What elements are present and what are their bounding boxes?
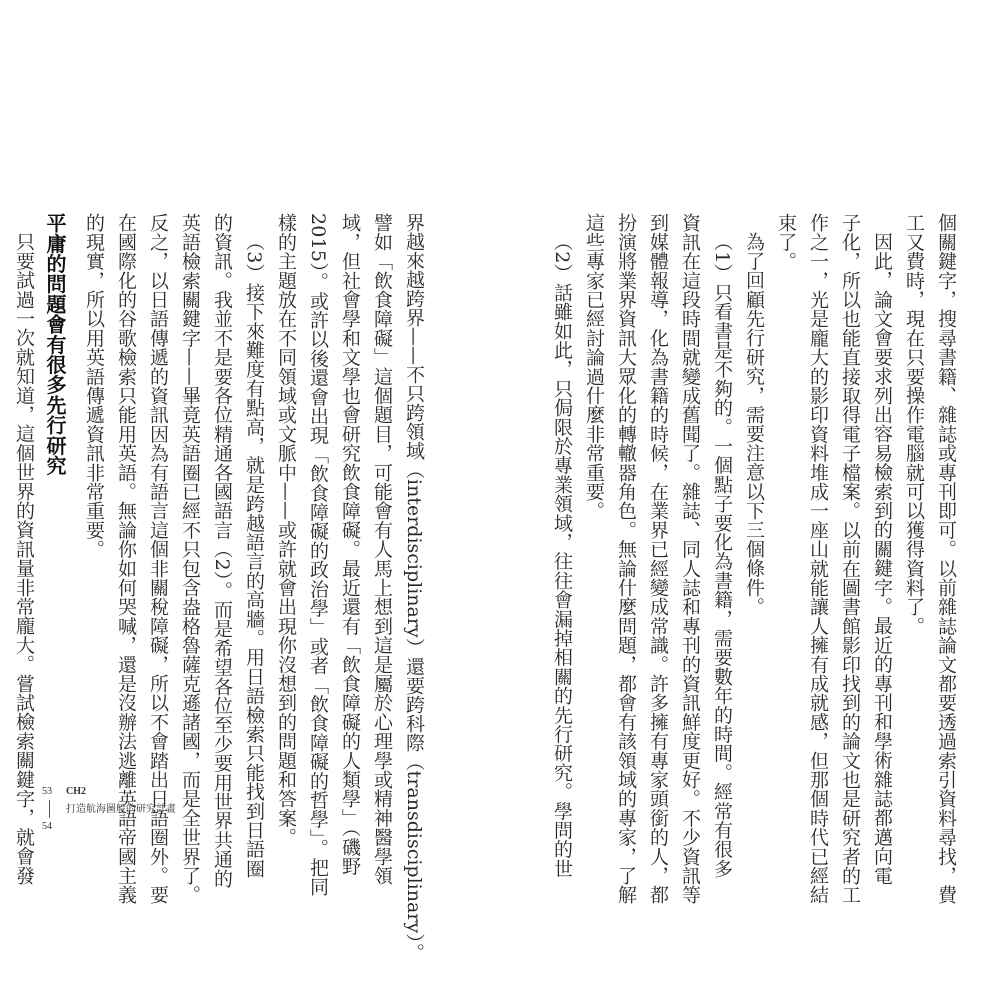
text-column: 反之，以日語傳遞的資訊因為有語言這個非關稅障礙，所以不會踏出日語圈外。要 (147, 213, 169, 905)
text-column: 資訊在這段時間就變成舊聞了。雜誌、同人誌和專刊的資訊鮮度更好。不少資訊等 (679, 213, 701, 905)
text-column: 扮演將業界資訊大眾化的轉轍器角色。無論什麼問題，都會有該領域的專家，了解 (615, 213, 637, 905)
page-number-divider (49, 800, 50, 818)
text-column: 因此，論文會要求列出容易檢索到的關鍵字。最近的專刊和學術雜誌都邁向電 (871, 232, 893, 885)
chapter-title: 打造航海圖般的研究計畫 (66, 804, 176, 815)
page-number-left: 53 (42, 786, 52, 797)
text-column: 為了回顧先行研究，需要注意以下三個條件。 (743, 232, 765, 616)
text-column: 2015）。或許以後還會出現「飲食障礙的政治學」或者「飲食障礙的哲學」。把同 (307, 213, 329, 896)
text-column: （1）只看書是不夠的。一個點子要化為書籍，需要數年的時間。經常有很多 (711, 232, 733, 878)
page-number-right: 54 (42, 821, 52, 832)
section-heading: 平庸的問題會有很多先行研究 (43, 213, 67, 476)
text-column: 作之一，光是龐大的影印資料堆成一座山就能讓人擁有成就感，但那個時代已經結 (807, 213, 829, 905)
text-column: 束了。 (775, 213, 797, 271)
text-column: 在國際化的谷歌檢索只能用英語。無論你如何哭喊，還是沒辦法逃離英語帝國主義 (115, 213, 137, 905)
text-column: （3）接下來難度有點高，就是跨越語言的高牆。用日語檢索只能找到日語圈 (243, 232, 265, 878)
text-column: 到媒體報導，化為書籍的時候，在業界已經變成常識。許多擁有專家頭銜的人，都 (647, 213, 669, 905)
text-column: 這些專家已經討論過什麼非常重要。 (583, 213, 605, 521)
text-column: （2）話雖如此，只侷限於專業領域，往往會漏掉相關的先行研究。學問的世 (551, 232, 573, 878)
text-column: 子化，所以也能直接取得電子檔案。以前在圖書館影印找到的論文也是研究者的工 (839, 213, 861, 905)
text-column: 個關鍵字，搜尋書籍、雜誌或專刊即可。以前雜誌論文都要透過索引資料尋找，費 (935, 213, 957, 905)
text-column: 英語檢索關鍵字——畢竟英語圈已經不只包含盎格魯薩克遜諸國，而是全世界了。 (179, 213, 201, 905)
chapter-label: CH2 (66, 786, 86, 797)
text-column: 的現實，所以用英語傳遞資訊非常重要。 (83, 213, 105, 559)
text-column: 譬如「飲食障礙」這個題目，可能會有人馬上想到這是屬於心理學或精神醫學領 (371, 213, 393, 885)
text-column: 只要試過一次就知道，這個世界的資訊量非常龐大。嘗試檢索關鍵字，就會發 (13, 232, 35, 885)
text-column: 樣的主題放在不同領域或文脈中——或許就會出現你沒想到的問題和答案。 (275, 213, 297, 847)
text-column: 的資訊。我並不是要各位精通各國語言（2）。而是希望各位至少要用世界共通的 (211, 213, 233, 888)
text-column: 域，但社會學和文學也會研究飲食障礙。最近還有「飲食障礙的人類學」（磯野 (339, 213, 361, 876)
text-column: 工又費時，現在只要操作電腦就可以獲得資料了。 (903, 213, 925, 636)
text-column: 界越來越跨界——不只跨領域（interdisciplinary）還要跨科際（transdisciplinary）。 (403, 213, 425, 962)
